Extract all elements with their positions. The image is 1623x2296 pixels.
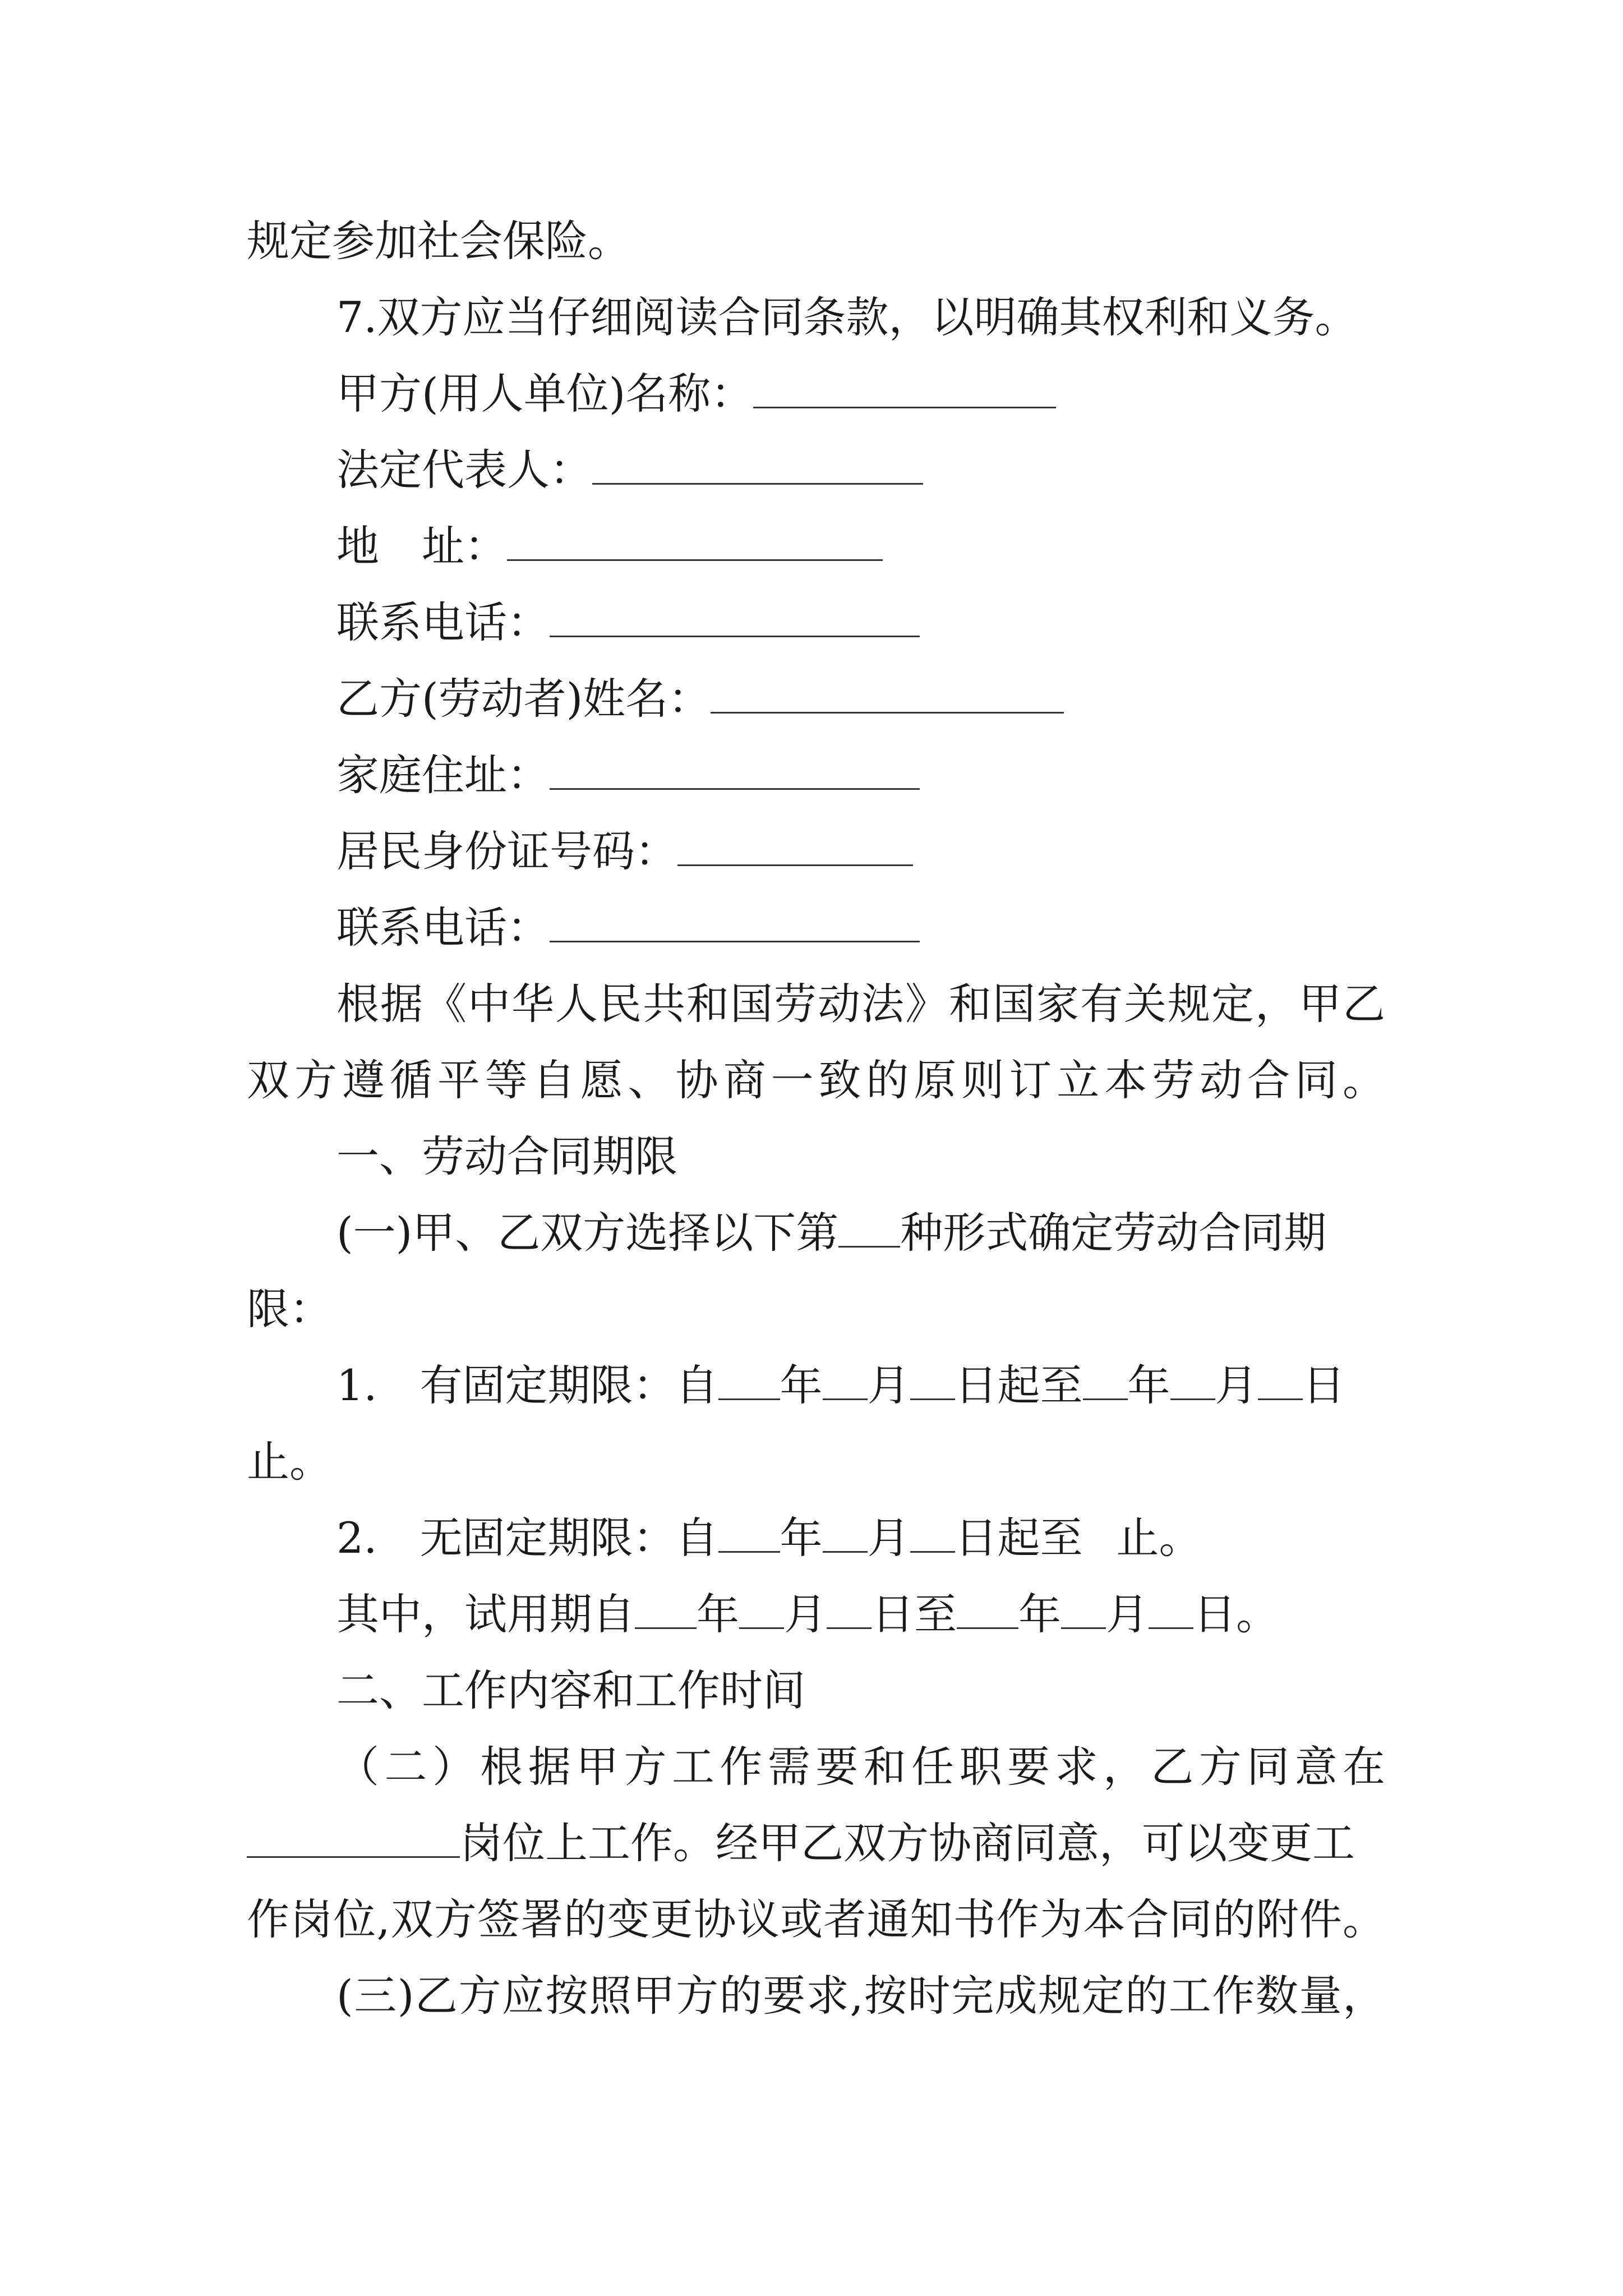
blank-line (1149, 1595, 1193, 1629)
blank-line (838, 1213, 900, 1248)
clause-7: 7.双方应当仔细阅读合同条款，以明确其权利和义务。 (336, 292, 1358, 342)
employer-name-field (336, 369, 1056, 418)
blank-line (635, 1595, 697, 1629)
text-line: 限： (247, 1284, 332, 1334)
blank-line (753, 374, 1056, 408)
blank-line (910, 1366, 955, 1400)
blank-line (711, 679, 1064, 714)
term-choice-line: (一)甲、乙双方选择以下第 种形式确定劳动合同期 (336, 1208, 1327, 1258)
address-field (336, 521, 883, 571)
blank-line (1258, 1366, 1303, 1400)
blank-line (1083, 1366, 1128, 1400)
work-line-4: (三)乙方应按照甲方的要求,按时完成规定的工作数量， (336, 1971, 1385, 2021)
work-line-2: 岗位上工作。经甲乙双方协商同意，可以变更工 (247, 1822, 1355, 1865)
phone-field (336, 597, 920, 647)
blank-line (718, 1519, 780, 1553)
field-label: 地 址： (336, 521, 507, 571)
blank-line (827, 1595, 872, 1629)
field-label: 法定代表人： (336, 445, 592, 495)
blank-line (1061, 1595, 1106, 1629)
home-address-field (336, 750, 920, 800)
section-heading-work: 二、工作内容和工作时间 (336, 1665, 805, 1715)
blank-line (718, 1366, 780, 1400)
text-line: 规定参加社会保险。 (247, 216, 630, 266)
id-number-field (336, 826, 913, 876)
intro-line-1: 根据《中华人民共和国劳动法》和国家有关规定，甲乙 (336, 979, 1385, 1029)
legal-rep-field (336, 445, 923, 495)
section-heading-term: 一、劳动合同期限 (336, 1131, 677, 1181)
blank-line (823, 1519, 868, 1553)
work-line-1: （二）根据甲方工作需要和任职要求，乙方同意在 (336, 1742, 1385, 1792)
blank-line (550, 756, 920, 790)
field-label: 联系电话： (336, 597, 550, 647)
field-label: 乙方(劳动者)姓名： (336, 674, 711, 724)
field-label: 联系电话： (336, 903, 550, 953)
phone-field-2 (336, 903, 920, 953)
field-label: 家庭住址： (336, 750, 550, 800)
blank-line (739, 1595, 784, 1629)
blank-line (677, 832, 913, 866)
open-term-line: 2. 无固定期限：自 年 月 日起至 止。 (336, 1513, 1202, 1563)
blank-line (910, 1519, 955, 1553)
field-label: 居民身份证号码： (336, 826, 677, 876)
blank-line (550, 908, 920, 942)
intro-line-2: 双方遵循平等自愿、协商一致的原则订立本劳动合同。 (247, 1055, 1385, 1105)
fixed-term-line: 1. 有固定期限：自 年 月 日起至 年 月 日 (336, 1360, 1345, 1410)
blank-line (823, 1366, 868, 1400)
field-label: 甲方(用人单位)名称： (336, 369, 754, 418)
blank-line (550, 603, 920, 637)
blank-line (247, 1824, 460, 1858)
blank-line (957, 1595, 1018, 1629)
text-line: 止。 (247, 1437, 332, 1487)
blank-line (507, 527, 883, 561)
blank-line (1170, 1366, 1215, 1400)
trial-period-line: 其中，试用期自 年 月 日至 年 月 日。 (336, 1589, 1279, 1639)
blank-line (592, 450, 923, 485)
work-line-3: 作岗位,双方签署的变更协议或者通知书作为本合同的附件。 (247, 1894, 1385, 1944)
employee-name-field (336, 674, 1064, 724)
